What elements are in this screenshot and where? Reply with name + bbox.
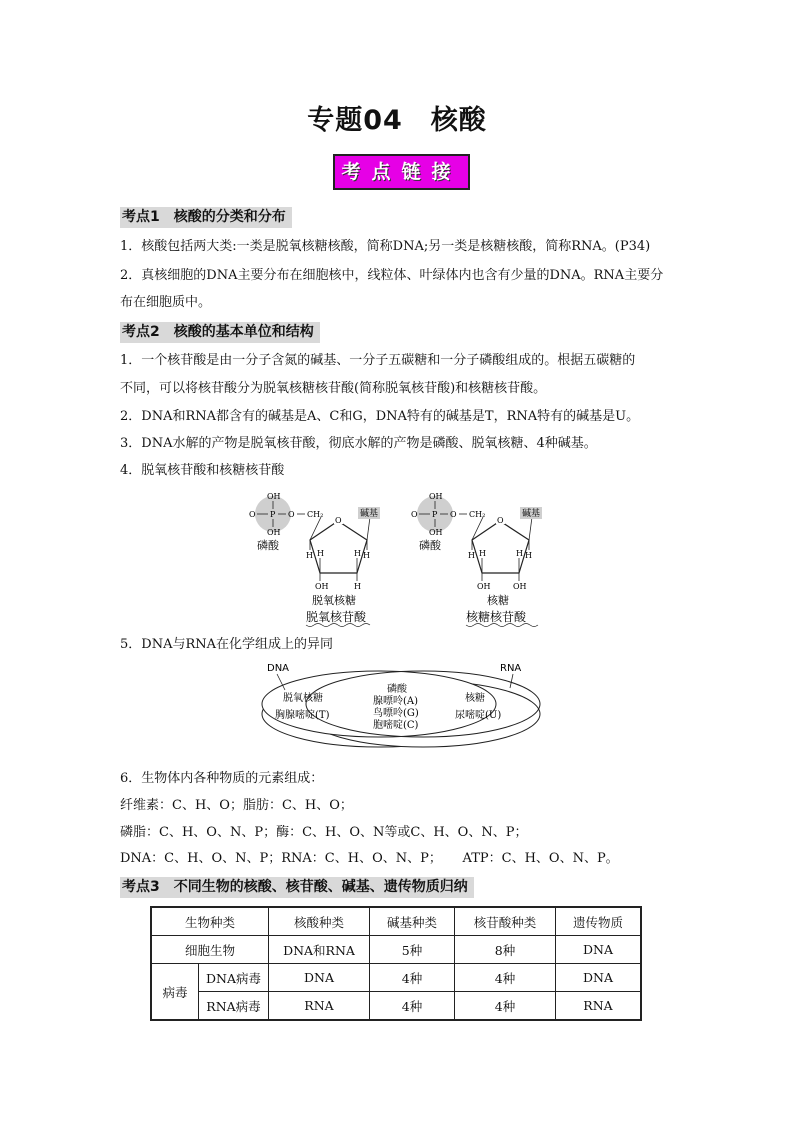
section-title: 核酸的基本单位和结构 (173, 324, 314, 340)
title-main: 专题04 (307, 105, 403, 136)
text-line: 2．DNA和RNA都含有的碱基是A、C和G，DNA特有的碱基是T，RNA特有的碱基是U。 (120, 409, 640, 424)
h-label: H (468, 551, 475, 560)
h-label: H (479, 549, 486, 558)
p-label: P (432, 510, 438, 519)
h-label: H (516, 549, 523, 558)
oh-label: OH (267, 492, 281, 501)
table-row (151, 992, 641, 1021)
base-label: 碱基 (522, 509, 541, 519)
text-line: DNA：C、H、O、N、P；RNA：C、H、O、N、P； ATP：C、H、O、N、P。 (120, 851, 619, 866)
table-cell: RNA (556, 992, 642, 1021)
table-cell-virus: 病毒 (151, 964, 199, 1021)
h-label: H (354, 582, 361, 591)
venn-shared-item: 胞嘧啶(C) (373, 720, 419, 731)
deoxynucleotide-diagram (249, 492, 380, 627)
ribonucleotide-diagram (411, 492, 542, 627)
venn-dna-item: 胸腺嘧啶(T) (275, 710, 330, 721)
nucleotide-structures-figure (240, 488, 560, 628)
o-label: O (411, 510, 418, 519)
oh-label: OH (513, 582, 527, 591)
venn-dna-item: 脱氧核糖 (283, 693, 323, 704)
sugar-ring (472, 521, 529, 573)
base-label: 碱基 (360, 509, 379, 519)
table-cell: DNA (556, 964, 642, 992)
table-cell: 5种 (370, 936, 455, 964)
section-title: 不同生物的核酸、核苷酸、碱基、遗传物质归纳 (173, 879, 468, 895)
text-line: 4．脱氧核苷酸和核糖核苷酸 (120, 463, 285, 478)
section-heading-3 (120, 877, 474, 898)
o-label: O (288, 510, 295, 519)
oh-label: OH (477, 582, 491, 591)
venn-dna-label: DNA (267, 663, 290, 674)
phosphate-label: 磷酸 (257, 539, 279, 552)
table-cell: DNA (269, 964, 370, 992)
h-label: H (354, 549, 361, 558)
oh-label: OH (429, 528, 443, 537)
table-header-row (151, 907, 641, 936)
table-header-cell: 遗传物质 (556, 907, 642, 936)
table-cell: RNA (269, 992, 370, 1021)
venn-rna-label: RNA (500, 663, 522, 674)
oh-label: OH (315, 582, 329, 591)
organism-nucleic-acid-table (150, 906, 642, 1021)
table-cell: DNA和RNA (269, 936, 370, 964)
ring-o-label: O (497, 516, 504, 525)
section-number: 考点1 (122, 209, 160, 225)
table-header-cell: 核苷酸种类 (455, 907, 556, 936)
title-sub: 核酸 (430, 105, 487, 136)
table-cell: DNA病毒 (199, 964, 269, 992)
page-title (0, 98, 794, 137)
o-label: O (249, 510, 256, 519)
venn-rna-item: 尿嘧啶(U) (455, 710, 502, 721)
text-line: 不同，可以将核苷酸分为脱氧核糖核苷酸(简称脱氧核苷酸)和核糖核苷酸。 (120, 381, 547, 396)
text-line: 2．真核细胞的DNA主要分布在细胞核中，线粒体、叶绿体内也含有少量的DNA。RNA主要分 (120, 268, 664, 283)
text-line: 1．核酸包括两大类:一类是脱氧核糖核酸，简称DNA;另一类是核糖核酸，简称RNA。(P34) (120, 239, 651, 254)
section-number: 考点3 (122, 879, 160, 895)
oh-label: OH (267, 528, 281, 537)
table-cell: 4种 (370, 992, 455, 1021)
h-label: H (525, 551, 532, 560)
table-header-cell: 核酸种类 (269, 907, 370, 936)
table-cell: 4种 (455, 992, 556, 1021)
table-row (151, 964, 641, 992)
ring-o-label: O (335, 516, 342, 525)
venn-shared-item: 腺嘌呤(A) (373, 696, 419, 707)
table-header-cell: 碱基种类 (370, 907, 455, 936)
section-number: 考点2 (122, 324, 160, 340)
phosphate-label: 磷酸 (419, 539, 441, 552)
table-cell: DNA (556, 936, 642, 964)
table-cell: 4种 (370, 964, 455, 992)
text-line: 6．生物体内各种物质的元素组成： (120, 771, 324, 786)
o-label: O (450, 510, 457, 519)
text-line: 3．DNA水解的产物是脱氧核苷酸，彻底水解的产物是磷酸、脱氧核糖、4种碱基。 (120, 436, 597, 451)
p-label: P (270, 510, 276, 519)
section-heading-1 (120, 207, 292, 228)
venn-shared-item: 鸟嘌呤(G) (373, 708, 419, 719)
section-title: 核酸的分类和分布 (173, 209, 286, 225)
section-heading-2 (120, 322, 320, 343)
table-cell: RNA病毒 (199, 992, 269, 1021)
text-line: 5．DNA与RNA在化学组成上的异同 (120, 637, 334, 652)
venn-rna-item: 核糖 (465, 693, 485, 704)
oh-label: OH (429, 492, 443, 501)
text-line: 1．一个核苷酸是由一分子含氮的碱基、一分子五碳糖和一分子磷酸组成的。根据五碳糖的 (120, 353, 636, 368)
ch2-label: CH₂ (307, 510, 324, 519)
section-badge: 考点链接 (333, 154, 470, 190)
ribose-label: 核糖 (487, 594, 509, 607)
sugar-ring (310, 521, 367, 573)
deoxynucleotide-label: 脱氧核苷酸 (306, 610, 367, 624)
table-cell: 8种 (455, 936, 556, 964)
venn-shared-item: 磷酸 (387, 684, 407, 695)
text-line: 纤维素：C、H、O；脂肪：C、H、O； (120, 798, 353, 813)
table-cell: 4种 (455, 964, 556, 992)
ribonucleotide-label: 核糖核苷酸 (466, 610, 527, 624)
dna-rna-venn-diagram (255, 656, 565, 756)
h-label: H (317, 549, 324, 558)
deoxyribose-label: 脱氧核糖 (312, 594, 356, 607)
text-line: 磷脂：C、H、O、N、P；酶：C、H、O、N等或C、H、O、N、P； (120, 825, 528, 840)
svg-text:.: . (335, 525, 336, 526)
table-cell: 细胞生物 (151, 936, 269, 964)
text-line: 布在细胞质中。 (120, 295, 212, 310)
table-header-cell: 生物种类 (151, 907, 269, 936)
h-label: H (363, 551, 370, 560)
table-row (151, 936, 641, 964)
ch2-label: CH₂ (469, 510, 486, 519)
h-label: H (306, 551, 313, 560)
